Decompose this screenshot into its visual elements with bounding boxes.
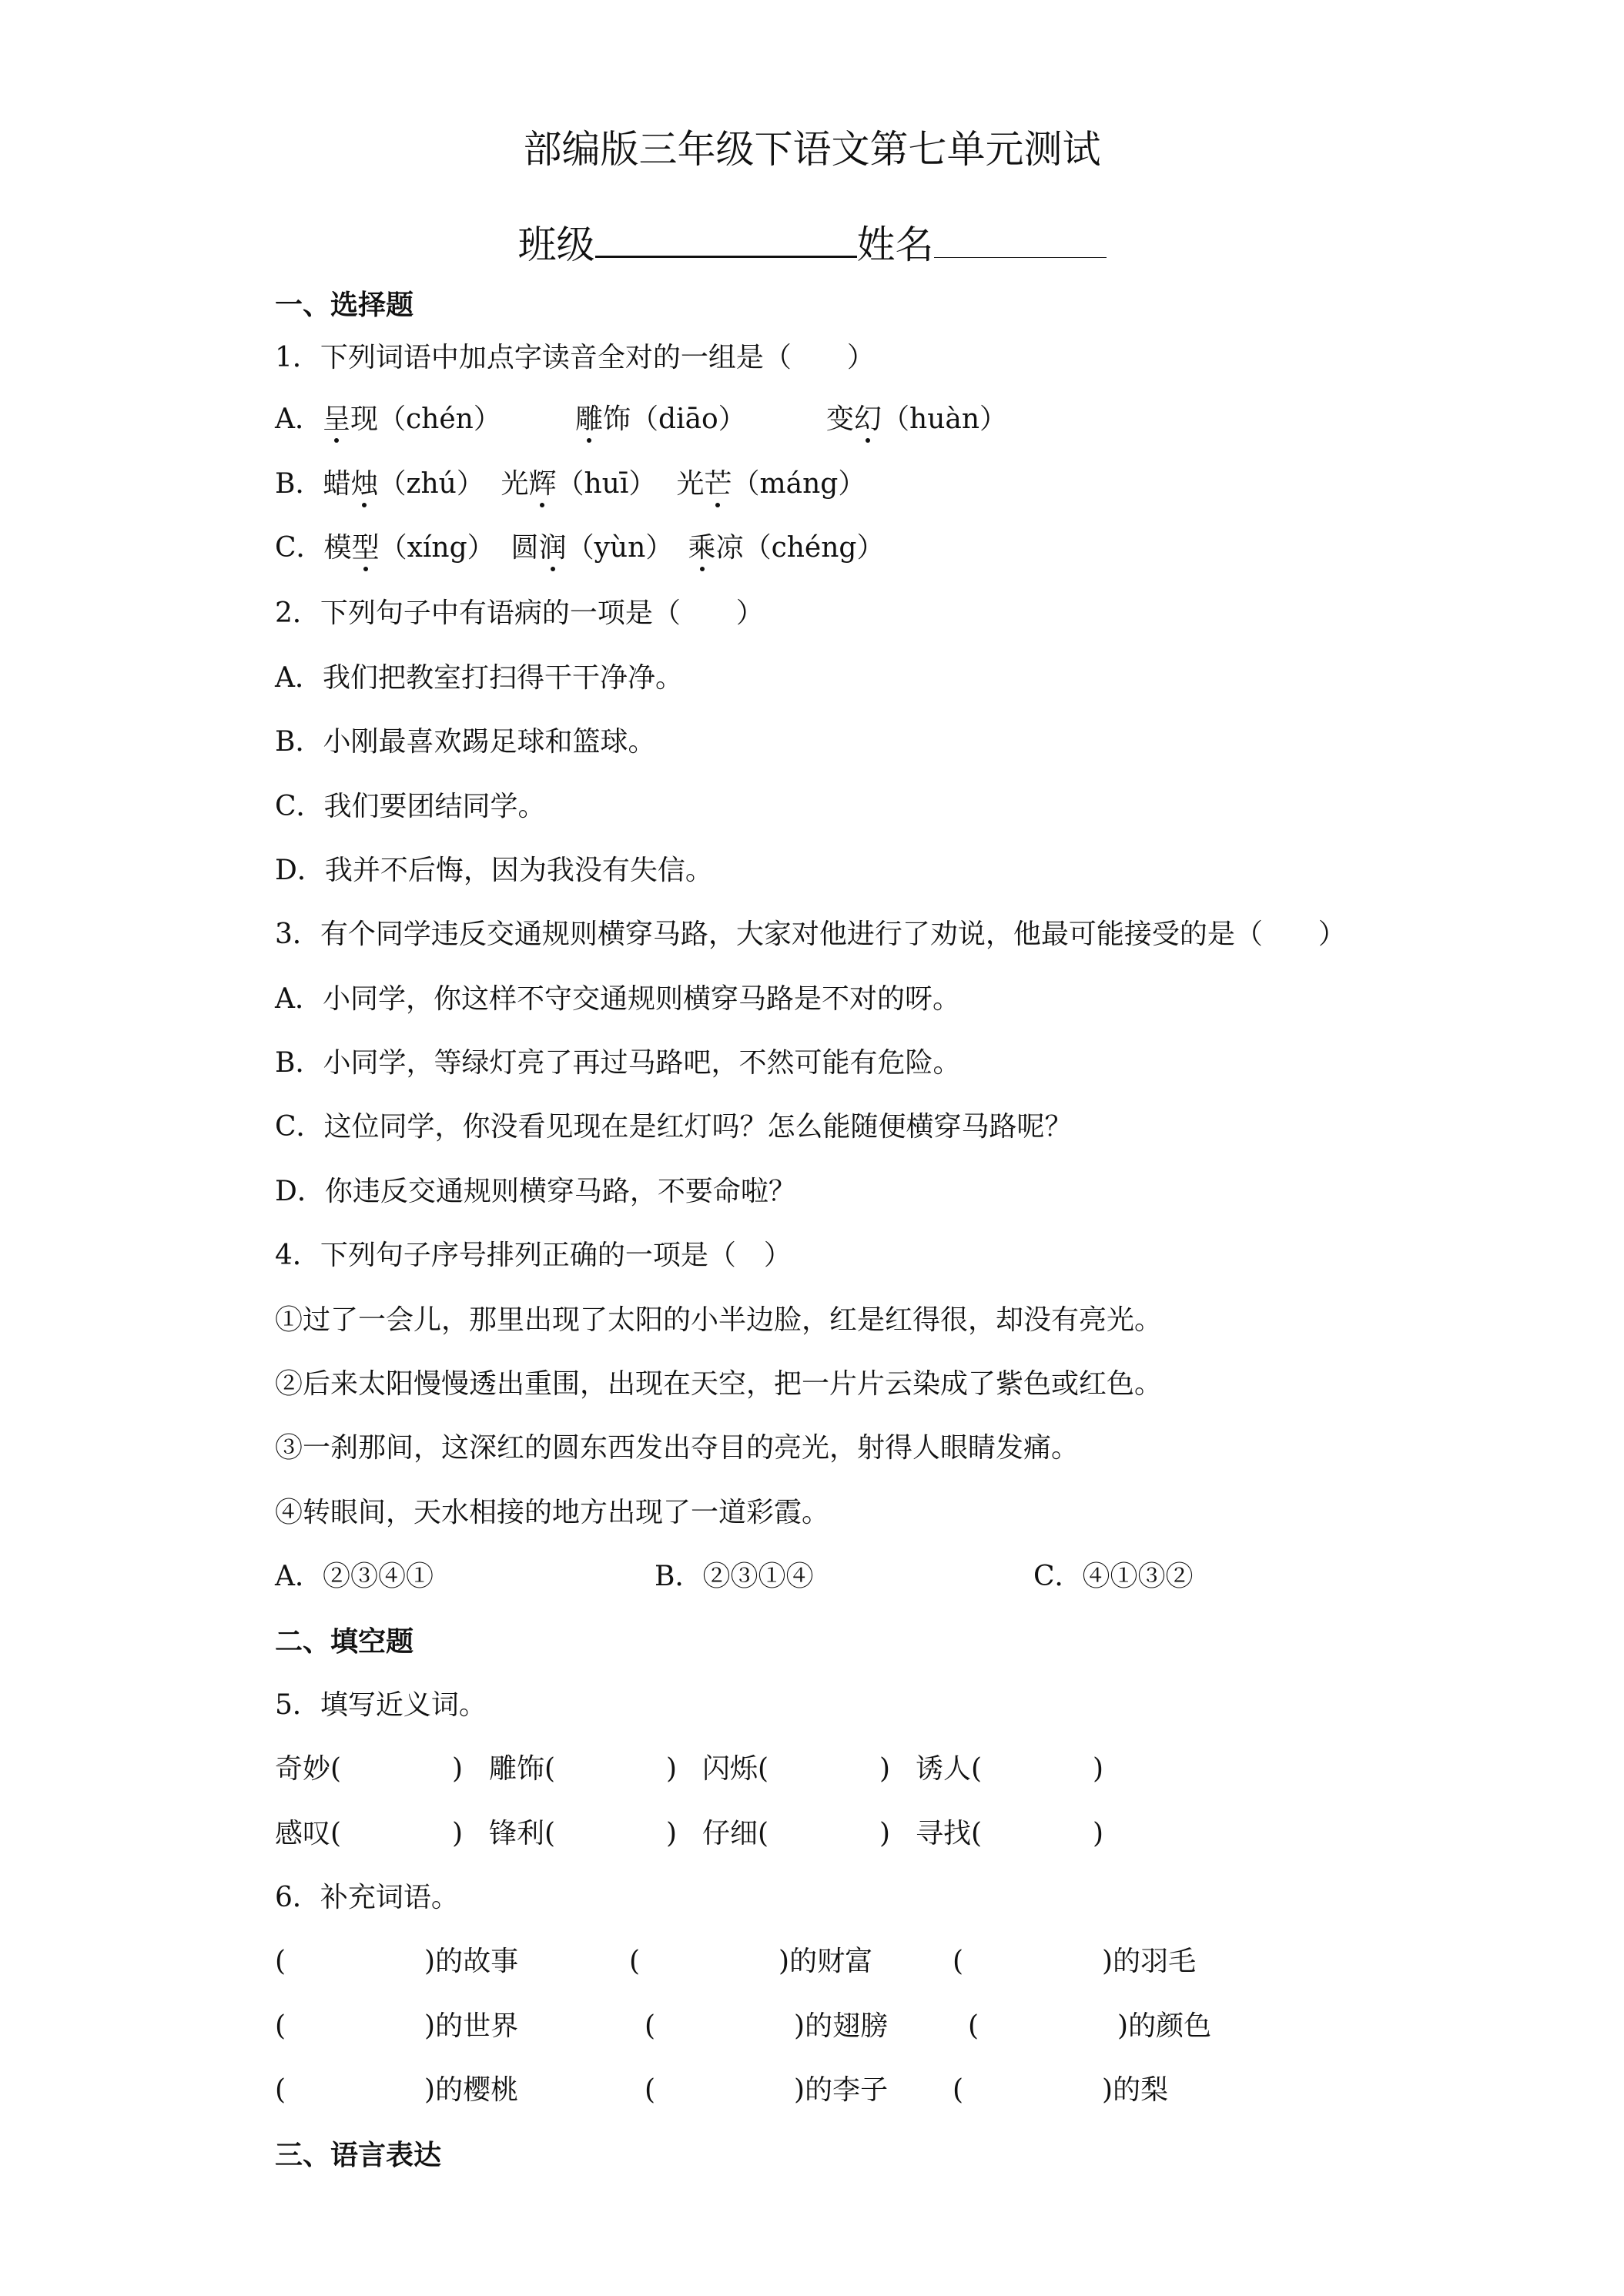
name-label: 姓名 xyxy=(856,223,934,267)
q6-row-1 xyxy=(275,1943,1196,1980)
q6-blank[interactable]: ( )的羽毛 xyxy=(953,1946,1197,1977)
q3-option-d[interactable]: D．你违反交通规则横穿马路，不要命啦？ xyxy=(275,1176,796,1207)
q3-stem: 3．有个同学违反交通规则横穿马路，大家对他进行了劝说，他最可能接受的是（ ） xyxy=(275,919,1346,950)
q4-options xyxy=(275,1558,1194,1595)
q4-sentence-1: ①过了一会儿，那里出现了太阳的小半边脸，红是红得很，却没有亮光。 xyxy=(275,1304,1163,1336)
q6-blank[interactable]: ( )的樱桃 xyxy=(275,2074,519,2106)
q4-stem: 4．下列句子序号排列正确的一项是（ ） xyxy=(275,1240,792,1271)
q4-option-c[interactable]: C．④①③② xyxy=(1033,1561,1194,1592)
class-blank[interactable] xyxy=(595,216,857,258)
q5-blank[interactable]: 闪烁( ) xyxy=(702,1753,891,1785)
q5-stem: 5．填写近义词。 xyxy=(275,1689,487,1721)
q3-option-c[interactable]: C．这位同学，你没看见现在是红灯吗？怎么能随便横穿马路呢？ xyxy=(275,1111,1073,1143)
q2-option-a[interactable]: A．我们把教室打扫得干干净净。 xyxy=(275,662,683,694)
section-heading-expression: 三、语言表达 xyxy=(275,2139,442,2171)
q4-sentence-3: ③一刹那间，这深红的圆东西发出夺目的亮光，射得人眼睛发痛。 xyxy=(275,1432,1080,1464)
q6-blank[interactable]: ( )的财富 xyxy=(629,1946,873,1977)
q2-option-d[interactable]: D．我并不后悔，因为我没有失信。 xyxy=(275,855,713,886)
q5-row-1 xyxy=(275,1751,1103,1788)
q1-option-c[interactable]: C．模型（xíng） 圆润（yùn） 乘凉（chéng） xyxy=(275,530,884,567)
q2-option-c[interactable]: C．我们要团结同学。 xyxy=(275,791,546,822)
class-name-line xyxy=(0,216,1624,269)
section-heading-fill: 二、填空题 xyxy=(275,1625,414,1658)
q2-stem: 2．下列句子中有语病的一项是（ ） xyxy=(275,597,764,629)
q6-blank[interactable]: ( )的李子 xyxy=(645,2074,889,2106)
q1-option-b[interactable]: B．蜡烛（zhú） 光辉（huī） 光芒（máng） xyxy=(275,466,866,503)
q4-option-b[interactable]: B．②③①④ xyxy=(655,1561,814,1592)
q6-stem: 6．补充词语。 xyxy=(275,1882,459,1913)
q5-blank[interactable]: 锋利( ) xyxy=(489,1818,678,1849)
q5-blank[interactable]: 感叹( ) xyxy=(275,1818,464,1849)
q6-blank[interactable]: ( )的翅膀 xyxy=(645,2010,889,2042)
q5-blank[interactable]: 诱人( ) xyxy=(916,1753,1104,1785)
q6-blank[interactable]: ( )的故事 xyxy=(275,1946,519,1977)
q3-option-a[interactable]: A．小同学，你这样不守交通规则横穿马路是不对的呀。 xyxy=(275,983,960,1015)
q4-option-a[interactable]: A．②③④① xyxy=(275,1561,434,1592)
q6-blank[interactable]: ( )的梨 xyxy=(953,2074,1169,2106)
q5-blank[interactable]: 奇妙( ) xyxy=(275,1753,464,1785)
q4-sentence-2: ②后来太阳慢慢透出重围，出现在天空，把一片片云染成了紫色或红色。 xyxy=(275,1368,1163,1400)
q1-stem: 1．下列词语中加点字读音全对的一组是（ ） xyxy=(275,342,875,373)
q3-option-b[interactable]: B．小同学，等绿灯亮了再过马路吧，不然可能有危险。 xyxy=(275,1047,961,1079)
q5-blank[interactable]: 雕饰( ) xyxy=(489,1753,678,1785)
section-heading-choice: 一、选择题 xyxy=(275,289,414,321)
q5-blank[interactable]: 寻找( ) xyxy=(916,1818,1104,1849)
page-title: 部编版三年级下语文第七单元测试 xyxy=(523,127,1101,172)
q6-blank[interactable]: ( )的世界 xyxy=(275,2010,519,2042)
name-blank[interactable] xyxy=(934,217,1107,258)
q6-blank[interactable]: ( )的颜色 xyxy=(968,2010,1212,2042)
q5-row-2 xyxy=(275,1816,1103,1853)
q6-row-2 xyxy=(275,2008,1211,2045)
q5-blank[interactable]: 仔细( ) xyxy=(702,1818,891,1849)
class-label: 班级 xyxy=(517,223,595,267)
q6-row-3 xyxy=(275,2072,1168,2109)
q2-option-b[interactable]: B．小刚最喜欢踢足球和篮球。 xyxy=(275,726,656,758)
q4-sentence-4: ④转眼间，天水相接的地方出现了一道彩霞。 xyxy=(275,1497,830,1528)
q1-option-a[interactable]: A．呈现（chén） 雕饰（diāo） 变幻（huàn） xyxy=(275,401,1007,438)
